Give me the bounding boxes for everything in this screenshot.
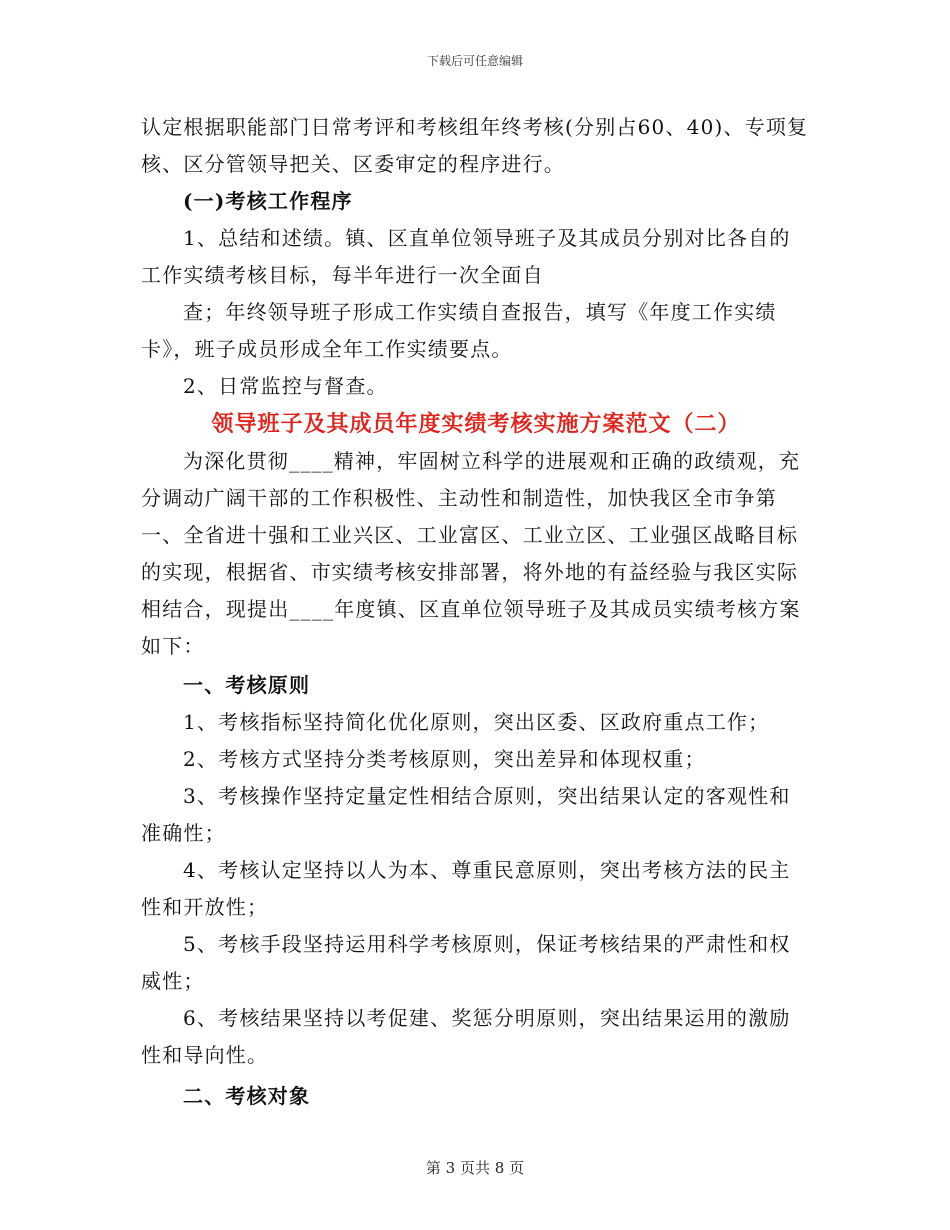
list-item: 4、考核认定坚持以人为本、尊重民意原则，突出考核方法的民主性和开放性； — [141, 858, 791, 919]
heading-principles: 一、考核原则 — [183, 673, 311, 697]
list-item: 5、考核手段坚持运用科学考核原则，保证考核结果的严肃性和权威性； — [141, 932, 791, 993]
list-item: 6、考核结果坚持以考促建、奖惩分明原则，突出结果运用的激励性和导向性。 — [141, 1006, 791, 1067]
heading-targets: 二、考核对象 — [183, 1084, 311, 1108]
paragraph-summary-report: 1、总结和述绩。镇、区直单位领导班子及其成员分别对比各自的工作实绩考核目标，每半年进行一次全面自 — [141, 226, 791, 287]
page-footer-pagination: 第 3 页共 8 页 — [425, 1159, 525, 1177]
document-body — [141, 109, 811, 1115]
paragraph-procedure-intro: 认定根据职能部门日常考评和考核组年终考核(分别占60、40)、专项复核、区分管领导把关、区委审定的程序进行。 — [141, 115, 809, 176]
list-item: 2、考核方式坚持分类考核原则，突出差异和体现权重； — [183, 747, 706, 771]
section-title: 领导班子及其成员年度实绩考核实施方案范文（二） — [211, 411, 741, 437]
heading-work-procedure: (一)考核工作程序 — [183, 189, 353, 213]
list-item: 3、考核操作坚持定量定性相结合原则，突出结果认定的客观性和准确性； — [141, 784, 791, 845]
page-header-note: 下载后可任意编辑 — [426, 54, 523, 68]
paragraph-daily-monitoring: 2、日常监控与督查。 — [183, 374, 388, 398]
paragraph-self-check: 查；年终领导班子形成工作实绩自查报告，填写《年度工作实绩卡》，班子成员形成全年工作实绩要点。 — [141, 300, 777, 361]
paragraph-intro: 为深化贯彻____精神，牢固树立科学的进展观和正确的政绩观，充分调动广阔干部的工作积极性、主动性和制造性，加快我区全市争第一、全省进十强和工业兴区、工业富区、工业立区、工业强区战略目标的实现，根据省、市实绩考核安排部署，将外地的有益经验与我区实际相结合，现提出____年度镇、区直单位领导班子及其成员实绩考核方案如下： — [141, 449, 801, 658]
list-item: 1、考核指标坚持简化优化原则，突出区委、区政府重点工作； — [183, 710, 770, 734]
